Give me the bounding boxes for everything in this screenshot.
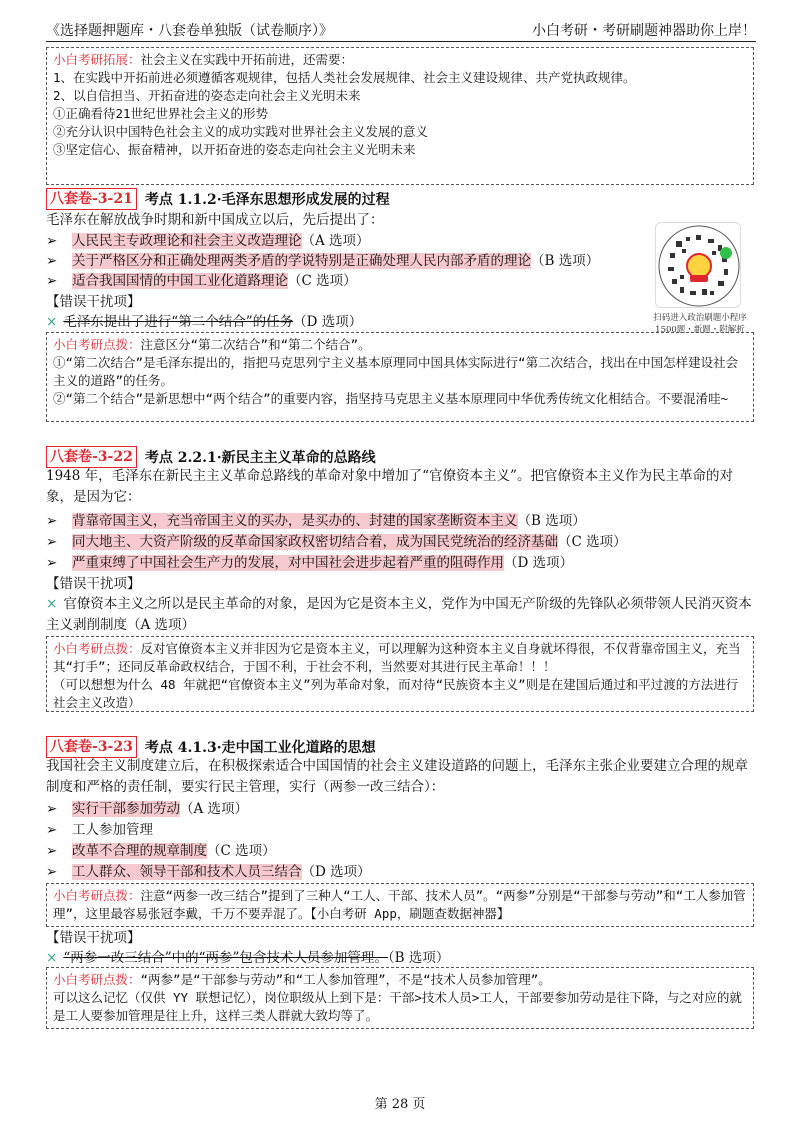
tip-line: 反对官僚资本主义并非因为它是资本主义，可以理解为这种资本主义自身就坏得很，不仅背靠帝国主义，充当其“打手”；还同反革命政权结合，于国不利，于社会不利，当然要对其进行民主革命！！！ [53, 641, 741, 674]
wrong-option: × 毛泽东提出了进行“第二个结合”的任务（D 选项） [46, 314, 363, 330]
box-tag: 小白考研拓展： [53, 52, 141, 67]
qr-code [655, 222, 741, 308]
question-stem: 毛泽东在解放战争时期和新中国成立以后，先后提出了： [46, 212, 384, 228]
page-header [46, 18, 756, 42]
box-line: ③坚定信心、振奋精神，以开拓奋进的姿态走向社会主义光明未来 [53, 142, 416, 157]
tip-line: ①“第二次结合”是毛泽东提出的，指把马克思列宁主义基本原理同中国具体实际进行“第二次结合，找出在中国怎样建设社会主义的道路”的任务。 [53, 355, 739, 388]
arrow-icon: ➢ [46, 534, 58, 550]
question-tag: 八套卷-3-23 [46, 736, 137, 758]
tip-line: ②“第二个结合”是新思想中“两个结合”的重要内容，指坚持马克思主义基本原理同中华优秀传统文化相结合。不要混淆哇~ [53, 391, 729, 406]
question-title: 考点 1.1.2·毛泽东思想形成发展的过程 [144, 192, 390, 208]
arrow-icon: ➢ [46, 801, 58, 817]
tip-line: 可以这么记忆（仅供 YY 联想记忆），岗位职级从上到下是：干部>技术人员>工人，干部要参加劳动是往下降，与之对应的就是工人要参加管理是往上升，这样三类人群就大致均等了。 [53, 990, 742, 1023]
box-tag: 小白考研点拨： [53, 972, 141, 987]
option-item: ➢ 适合我国国情的中国工业化道路理论（C 选项） [46, 273, 357, 289]
question-stem: 我国社会主义制度建立后，在积极探索适合中国国情的社会主义建设道路的问题上，毛泽东主张企业要建立合理的规章制度和严格的责任制，要实行民主管理，实行（两参一改三结合）： [46, 758, 748, 795]
tip-line: “两参”是“干部参与劳动”和“工人参加管理”，不是“技术人员参加管理”。 [140, 972, 551, 987]
top-extension-box [46, 47, 754, 185]
option-item: ➢ 改革不合理的规章制度（C 选项） [46, 843, 276, 859]
box-tag: 小白考研点拨： [53, 641, 141, 656]
tip-box [46, 967, 754, 1029]
page-number: 第 28 页 [374, 1097, 426, 1112]
option-item: ➢ 关于严格区分和正确处理两类矛盾的学说特别是正确处理人民内部矛盾的理论（B 选项） [46, 253, 600, 269]
box-line: 2、以自信担当、开拓奋进的姿态走向社会主义光明未来 [53, 88, 361, 103]
arrow-icon: ➢ [46, 822, 58, 838]
tip-line: 注意“两参一改三结合”提到了三种人“工人、干部、技术人员”。“两参”分别是“干部参与劳动”和“工人参加管理”，这里最容易张冠李戴，千万不要弄混了。【小白考研 App，刷题查数据神器】 [53, 888, 746, 921]
wrong-option: × “两参一改三结合”中的“两参”包含技术人员参加管理。（B 选项） [46, 950, 450, 966]
question-heading [46, 188, 390, 210]
box-intro: 社会主义在实践中开拓前进，还需要： [140, 52, 354, 67]
option-item: ➢ 人民民主专政理论和社会主义改造理论（A 选项） [46, 233, 370, 249]
wrong-title: 【错误干扰项】 [46, 576, 141, 592]
question-tag: 八套卷-3-22 [46, 446, 137, 468]
question-title: 考点 4.1.3·走中国工业化道路的思想 [144, 740, 376, 756]
arrow-icon: ➢ [46, 273, 58, 289]
header-title-right: 小白考研・考研刷题神器助你上岸！ [532, 23, 756, 39]
question-heading [46, 736, 376, 758]
tip-line: 注意区分“第二次结合”和“第二个结合”。 [140, 337, 371, 352]
option-item: ➢ 工人参加管理 [46, 822, 153, 838]
arrow-icon: ➢ [46, 555, 58, 571]
tip-box [46, 332, 754, 422]
box-line: ①正确看待21世纪世界社会主义的形势 [53, 106, 269, 121]
arrow-icon: ➢ [46, 253, 58, 269]
tip-box [46, 636, 754, 712]
qr-caption: 1500题・新题・附解析 [655, 325, 745, 335]
question-stem: 1948 年，毛泽东在新民主主义革命总路线的革命对象中增加了“官僚资本主义”。把官僚资本主义作为民主革命的对象，是因为它： [46, 468, 733, 505]
wrong-title: 【错误干扰项】 [46, 294, 141, 310]
arrow-icon: ➢ [46, 864, 58, 880]
cross-icon: × [46, 950, 58, 966]
box-tag: 小白考研点拨： [53, 888, 141, 903]
wrong-title: 【错误干扰项】 [46, 930, 141, 946]
question-heading [46, 446, 376, 468]
option-item: ➢ 严重束缚了中国社会生产力的发展，对中国社会进步起着严重的阻碍作用（D 选项） [46, 555, 574, 571]
cross-icon: × [46, 314, 58, 330]
header-title-left: 《选择题押题库・八套卷单独版（试卷顺序）》 [46, 23, 333, 39]
tip-box [46, 883, 754, 927]
question-tag: 八套卷-3-21 [46, 188, 137, 210]
question-title: 考点 2.2.1·新民主主义革命的总路线 [144, 450, 376, 466]
tip-line: （可以想想为什么 48 年就把“官僚资本主义”列为革命对象，而对待“民族资本主义”则是在建国后通过和平过渡的方法进行社会主义改造） [53, 677, 739, 710]
qr-caption: 扫码进入政治刷题小程序 [653, 313, 747, 323]
option-item: ➢ 背靠帝国主义，充当帝国主义的买办，是买办的、封建的国家垄断资本主义（B 选项） [46, 513, 586, 529]
cross-icon: × [46, 596, 58, 612]
wrong-option: × 官僚资本主义之所以是民主革命的对象，是因为它是资本主义，党作为中国无产阶级的先锋队必须带领人民消灭资本主义剥削制度（A 选项） [46, 596, 752, 633]
arrow-icon: ➢ [46, 233, 58, 249]
arrow-icon: ➢ [46, 843, 58, 859]
box-line: 1、在实践中开拓前进必须遵循客观规律，包括人类社会发展规律、社会主义建设规律、共产党执政规律。 [53, 70, 636, 85]
option-item: ➢ 工人群众、领导干部和技术人员三结合（D 选项） [46, 864, 371, 880]
arrow-icon: ➢ [46, 513, 58, 529]
box-tag: 小白考研点拨： [53, 337, 141, 352]
option-item: ➢ 同大地主、大资产阶级的反革命国家政权密切结合着，成为国民党统治的经济基础（C 选项） [46, 534, 627, 550]
box-line: ②充分认识中国特色社会主义的成功实践对世界社会主义发展的意义 [53, 124, 429, 139]
option-item: ➢ 实行干部参加劳动（A 选项） [46, 801, 249, 817]
